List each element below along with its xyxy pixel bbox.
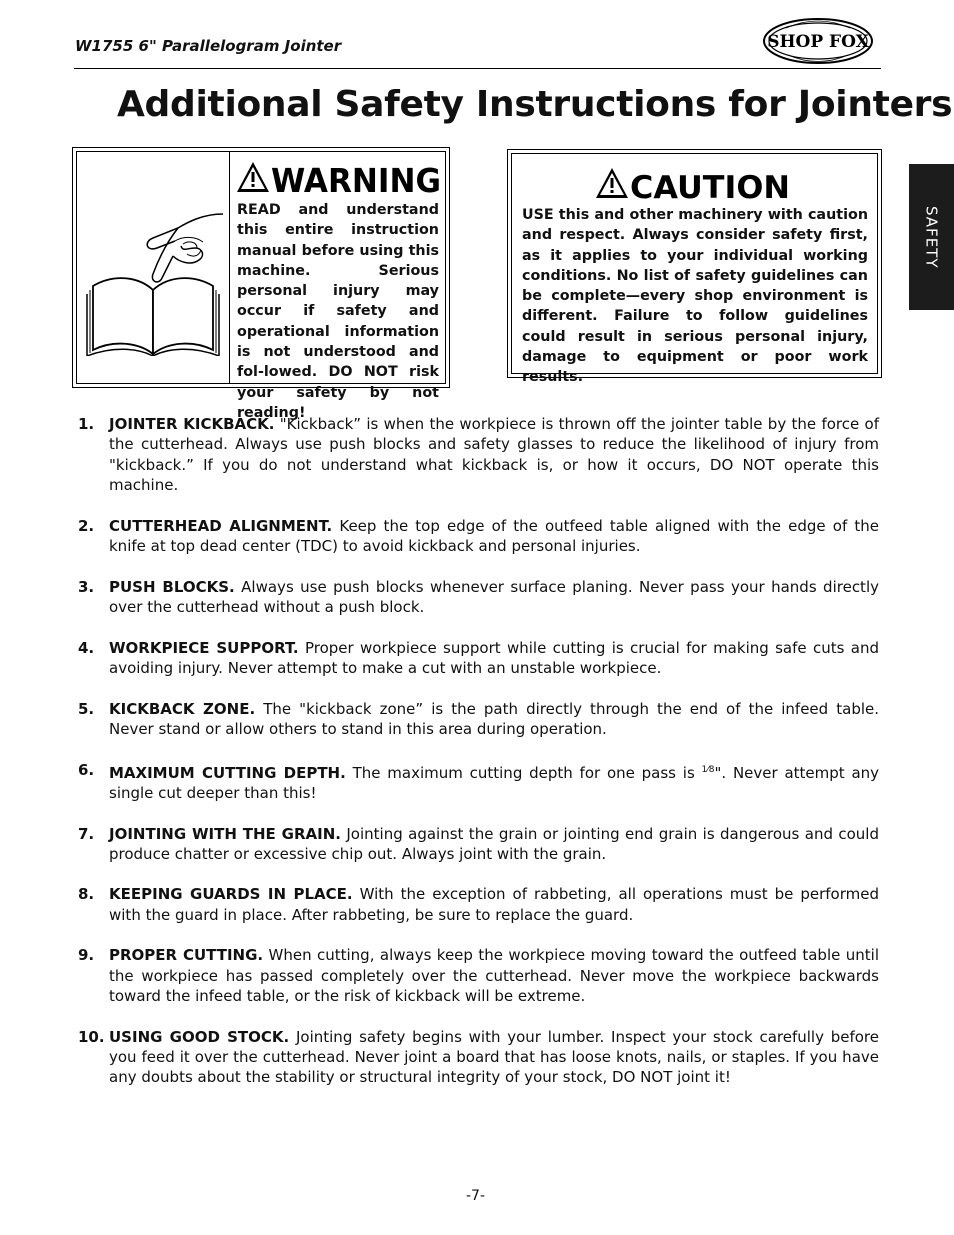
caution-heading-text: CAUTION	[630, 170, 790, 204]
warning-box	[72, 147, 450, 421]
warning-heading	[235, 158, 443, 198]
warning-heading-text: WARNING	[271, 161, 441, 198]
list-item: 1. JOINTER KICKBACK. "Kickback” is when the workpiece is thrown off the jointer table by the force of the cutterhead. Always use push blocks and safety glasses to reduce the likelihood of injury from "kickback.” If you do not understand what kickback is, or how it occurs, DO NOT operate this machine.	[78, 415, 879, 494]
list-item: 10. USING GOOD STOCK. Jointing safety begins with your lumber. Inspect your stock carefully before you feed it over the cutterhead. Never joint a board that has loose knots, nails, or staples. If you have any doubts about the stability or structural integrity of your stock, DO NOT joint it!	[78, 1027, 879, 1087]
header-rule	[74, 68, 881, 69]
page-title: Additional Safety Instructions for Jointers	[117, 84, 953, 125]
logo-text: SHOP FOX	[767, 32, 869, 52]
list-item: 9. PROPER CUTTING. When cutting, always keep the workpiece moving toward the outfeed table until the workpiece has passed completely over the cutterhead. Never move the workpiece backwards toward the infeed table, or the risk of kickback will be extreme.	[78, 946, 879, 1006]
list-item: 7. JOINTING WITH THE GRAIN. Jointing against the grain or jointing end grain is dangerous and could produce chatter or excessive chip out. Always joint with the grain.	[78, 824, 879, 863]
shop-fox-logo	[762, 16, 874, 66]
caution-text: USE this and other machinery with caution and respect. Always consider safety first, as it applies to your individual working conditions. No list of safety guidelines can be complete—every shop environment is different. Failure to follow guidelines could result in serious personal injury, damage to equipment or poor work results.	[522, 207, 868, 386]
section-tab	[909, 164, 954, 310]
list-item: 2. CUTTERHEAD ALIGNMENT. Keep the top edge of the outfeed table aligned with the edge of the knife at top dead center (TDC) to avoid kickback and personal injuries.	[78, 516, 879, 555]
list-item: 5. KICKBACK ZONE. The "kickback zone” is the path directly through the end of the infeed table. Never stand or allow others to stand in this area during operation.	[78, 699, 880, 738]
caution-box	[507, 149, 882, 386]
caution-heading	[594, 164, 804, 204]
safety-instructions-list	[78, 414, 879, 1108]
list-item: 6. MAXIMUM CUTTING DEPTH. The maximum cutting depth for one pass is $^{1⁄8}$". Never attempt any single cut deeper than this!	[78, 760, 880, 802]
section-tab-label: SAFETY	[922, 205, 941, 269]
list-item: 4. WORKPIECE SUPPORT. Proper workpiece support while cutting is crucial for making safe cuts and avoiding injury. Never attempt to make a cut with an unstable workpiece.	[78, 638, 879, 677]
page-number: -7-	[466, 1188, 486, 1204]
read-manual-icon	[83, 186, 223, 356]
fraction: 1⁄8	[701, 764, 715, 775]
list-item: 3. PUSH BLOCKS. Always use push blocks whenever surface planing. Never pass your hands directly over the cutterhead without a push block.	[78, 577, 879, 616]
warning-text: READ and understand this entire instruction manual before using this machine. Serious personal injury may occur if safety and operational information is not understood and fol-lowed. DO NOT risk your safety by not reading!	[237, 202, 439, 421]
list-item: 8. KEEPING GUARDS IN PLACE. With the exception of rabbeting, all operations must be performed with the guard in place. After rabbeting, be sure to replace the guard.	[78, 885, 879, 924]
manual-title: W1755 6" Parallelogram Jointer	[75, 37, 342, 55]
